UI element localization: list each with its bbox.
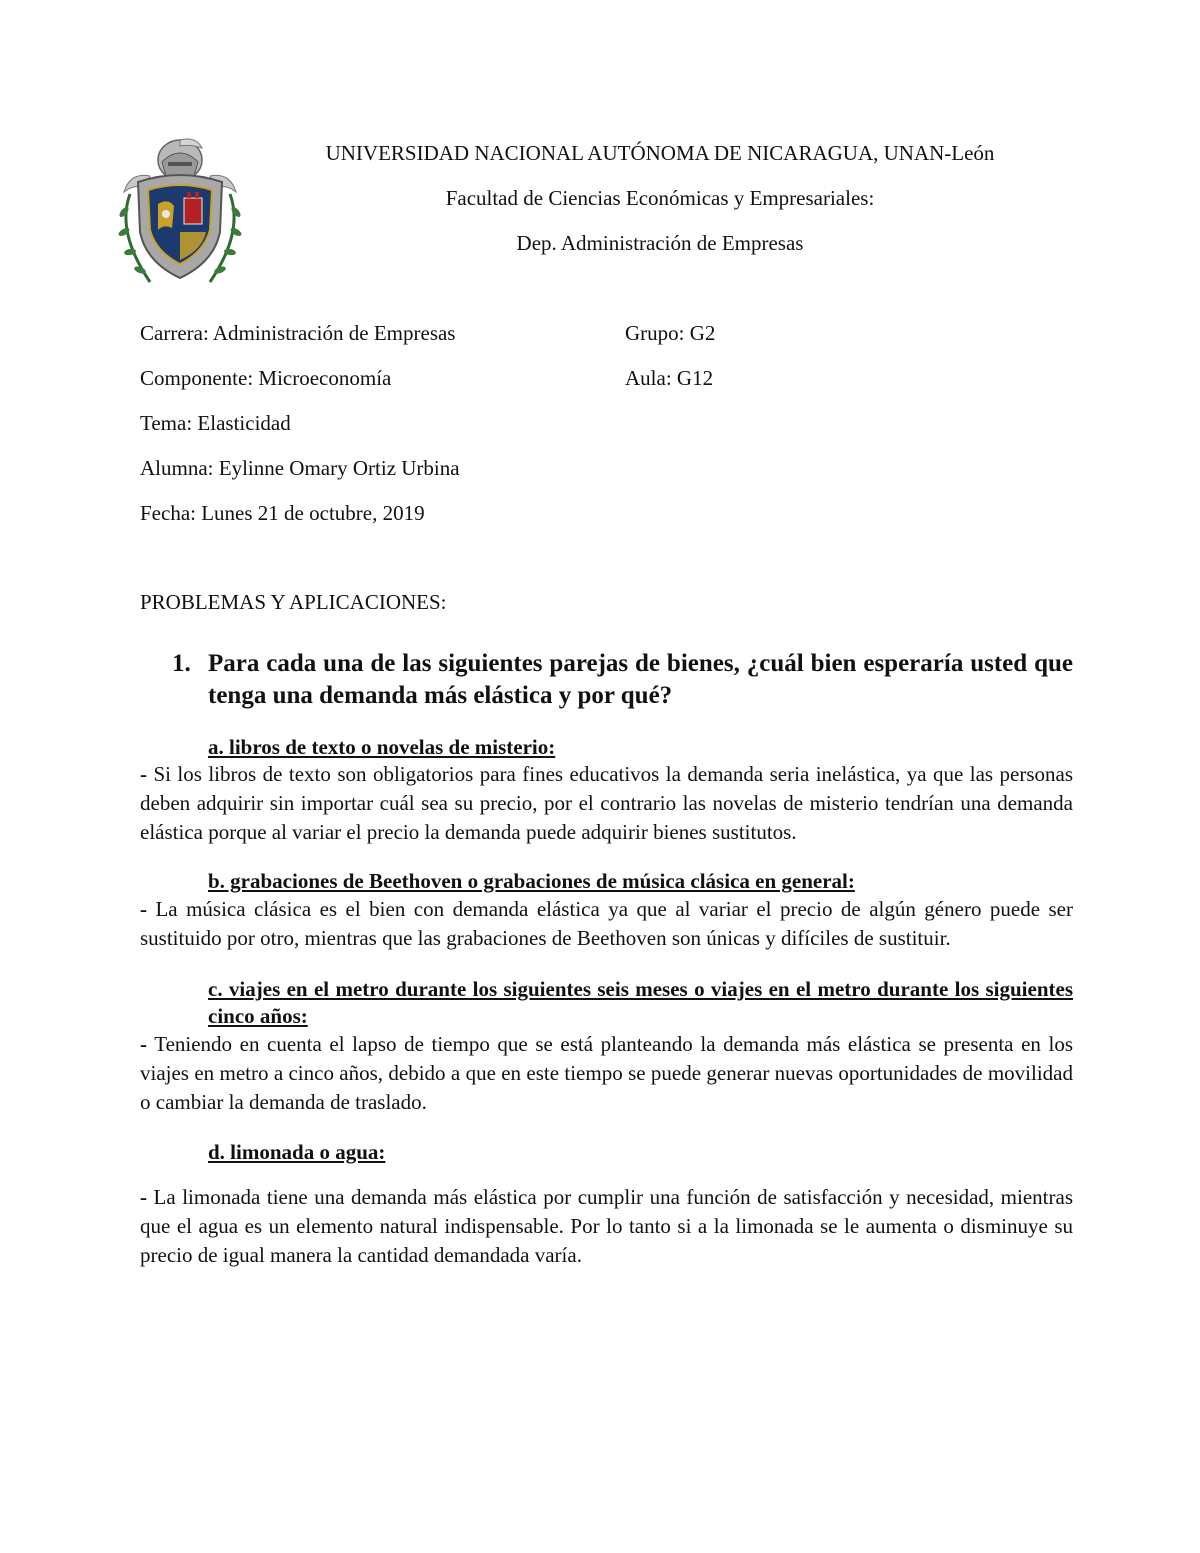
- item-c-dash: -: [140, 1032, 147, 1056]
- item-b-heading: b. grabaciones de Beethoven o grabaciones de música clásica en general:: [208, 869, 855, 893]
- carrera-line: Carrera: Administración de Empresas: [140, 321, 456, 345]
- componente-line: Componente: Microeconomía: [140, 366, 392, 390]
- alumna-line: Alumna: Eylinne Omary Ortiz Urbina: [140, 456, 460, 480]
- department-name: Dep. Administración de Empresas: [516, 231, 804, 255]
- section-title: PROBLEMAS Y APLICACIONES:: [140, 590, 447, 614]
- tema-line: Tema: Elasticidad: [140, 411, 291, 435]
- item-c-answer: [140, 1030, 1073, 1117]
- item-b-dash: -: [140, 897, 147, 921]
- item-a-dash: -: [140, 762, 147, 786]
- item-a-heading: a. libros de texto o novelas de misterio:: [208, 735, 556, 759]
- grupo-line: Grupo: G2: [625, 321, 716, 345]
- item-a-answer-text: Si los libros de texto son obligatorios para fines educativos la demanda seria inelástica, ya que las personas deben adquirir sin importar cuál sea su precio, por el contrario las novelas de misterio tendrían una demanda elástica porque al variar el precio la demanda puede adquirir bienes sustitutos.: [140, 762, 1073, 844]
- item-b-answer: [140, 895, 1073, 953]
- university-name: UNIVERSIDAD NACIONAL AUTÓNOMA DE NICARAGUA, UNAN-León: [325, 141, 995, 165]
- item-d-dash: -: [140, 1185, 147, 1209]
- item-d-answer-text: La limonada tiene una demanda más elástica por cumplir una función de satisfacción y necesidad, mientras que el agua es un elemento natural indispensable. Por lo tanto si a la limonada se le aumenta o disminuye su precio de igual manera la cantidad demandada varía.: [140, 1185, 1073, 1267]
- item-c-answer-text: Teniendo en cuenta el lapso de tiempo que se está planteando la demanda más elástica se presenta en los viajes en metro a cinco años, debido a que en este tiempo se puede generar nuevas oportunidades de movilidad o cambiar la demanda de traslado.: [140, 1032, 1073, 1114]
- aula-line: Aula: G12: [625, 366, 714, 390]
- item-d-answer: [140, 1183, 1073, 1270]
- fecha-line: Fecha: Lunes 21 de octubre, 2019: [140, 501, 425, 525]
- university-crest-logo: [110, 132, 250, 292]
- item-c-heading: c. viajes en el metro durante los siguientes seis meses o viajes en el metro durante los siguientes cinco años:: [208, 977, 1073, 1028]
- faculty-name: Facultad de Ciencias Económicas y Empresariales:: [445, 186, 875, 210]
- item-a-answer: [140, 760, 1073, 847]
- item-b-answer-text: La música clásica es el bien con demanda elástica ya que al variar el precio de algún género puede ser sustituido por otro, mientras que las grabaciones de Beethoven son únicas y difíciles de sustituir.: [140, 897, 1073, 950]
- question-number: 1.: [172, 650, 191, 677]
- question-text: Para cada una de las siguientes parejas de bienes, ¿cuál bien esperaría usted que tenga una demanda más elástica y por qué?: [208, 650, 1073, 709]
- item-d-heading: d. limonada o agua:: [208, 1140, 386, 1164]
